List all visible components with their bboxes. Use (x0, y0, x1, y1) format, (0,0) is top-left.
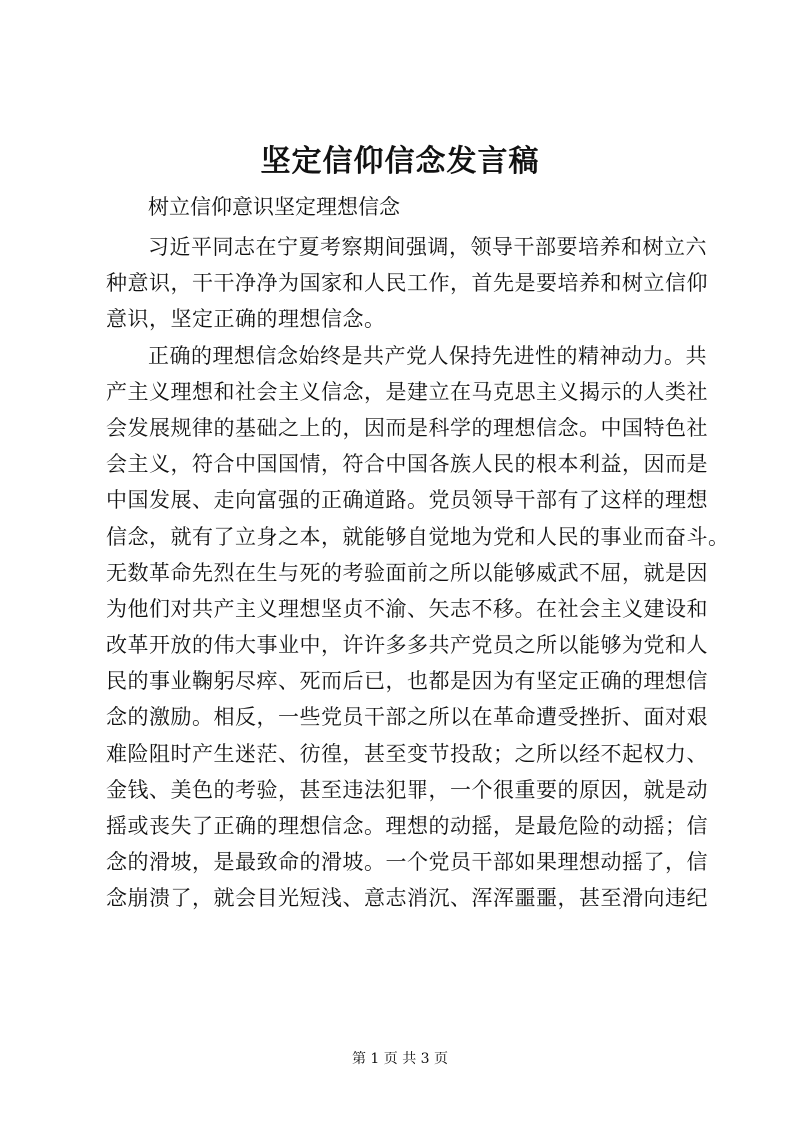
body-line: 念的滑坡，是最致命的滑坡。一个党员干部如果理想动摇了，信 (106, 850, 708, 875)
body-line: 会发展规律的基础之上的，因而是科学的理想信念。中国特色社 (106, 415, 708, 440)
document-body (106, 229, 730, 917)
document-title: 坚定信仰信念发言稿 (260, 144, 540, 179)
body-line: 产主义理想和社会主义信念，是建立在马克思主义揭示的人类社 (106, 379, 708, 404)
body-line: 种意识，干干净净为国家和人民工作，首先是要培养和树立信仰 (106, 271, 708, 296)
body-line: 中国发展、走向富强的正确道路。党员领导干部有了这样的理想 (106, 488, 708, 513)
body-line: 金钱、美色的考验，甚至违法犯罪，一个很重要的原因，就是动 (106, 777, 708, 802)
body-line: 无数革命先烈在生与死的考验面前之所以能够威武不屈，就是因 (106, 560, 708, 585)
body-line: 信念，就有了立身之本，就能够自觉地为党和人民的事业而奋斗。 (106, 524, 730, 549)
body-line: 念崩溃了，就会目光短浅、意志消沉、浑浑噩噩，甚至滑向违纪 (106, 886, 708, 911)
body-line: 意识，坚定正确的理想信念。 (106, 307, 386, 332)
body-line: 正确的理想信念始终是共产党人保持先进性的精神动力。共 (148, 343, 707, 368)
body-line: 会主义，符合中国国情，符合中国各族人民的根本利益，因而是 (106, 452, 708, 477)
body-line: 为他们对共产主义理想坚贞不渝、矢志不移。在社会主义建设和 (106, 596, 708, 621)
document-subtitle: 树立信仰意识坚定理想信念 (148, 195, 400, 219)
body-line: 念的激励。相反，一些党员干部之所以在革命遭受挫折、面对艰 (106, 705, 708, 730)
body-line: 民的事业鞠躬尽瘁、死而后已，也都是因为有坚定正确的理想信 (106, 669, 708, 694)
body-line: 改革开放的伟大事业中，许许多多共产党员之所以能够为党和人 (106, 633, 708, 658)
body-line: 难险阻时产生迷茫、彷徨，甚至变节投敌；之所以经不起权力、 (106, 741, 708, 766)
page-footer: 第 1 页 共 3 页 (351, 1051, 449, 1067)
body-line: 习近平同志在宁夏考察期间强调，领导干部要培养和树立六 (148, 235, 707, 259)
body-line: 摇或丧失了正确的理想信念。理想的动摇，是最危险的动摇；信 (106, 814, 708, 838)
